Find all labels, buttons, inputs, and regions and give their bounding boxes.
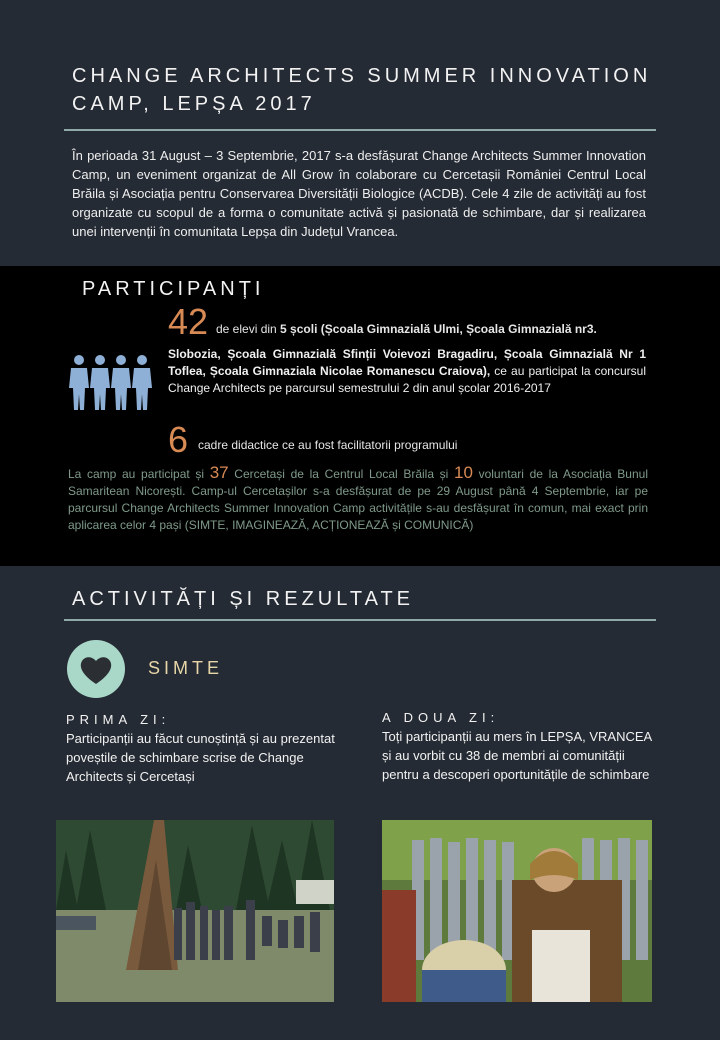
day1-label: PRIMA ZI:	[66, 712, 171, 727]
volunteers-count: 10	[454, 463, 473, 482]
schools-list: Slobozia, Școala Gimnazială Sfinții Voievozi Bragadiru, Școala Gimnazială Nr 1 Toflea, Școala Gimnaziala Nicolae Romanescu Craiova), ce au participat la concursul Change Architects pe parcursul semestrului 2 din anul școlar 2016-2017	[168, 347, 646, 395]
students-text: de elevi din 5 școli (Școala Gimnazială Ulmi, Școala Gimnazială nr3.	[216, 322, 597, 336]
page-title: CHANGE ARCHITECTS SUMMER INNOVATION CAMP, LEPȘA 2017	[72, 65, 652, 115]
teachers-text: cadre didactice ce au fost facilitatorii programului	[198, 438, 458, 452]
photo-villager	[382, 820, 652, 1002]
day1-text: Participanții au făcut cunoștință și au prezentat poveștile de schimbare scrise de Change Architects și Cercetași	[66, 731, 335, 784]
title-divider	[64, 129, 656, 131]
intro-paragraph: În perioada 31 August – 3 Septembrie, 2017 s-a desfășurat Change Architects Summer Innovation Camp, un eveniment organizat de All Grow în colaborare cu Cercetașii României Centrul Local Brăila și Asociația pentru Conservarea Diversității Biologice (ACDB). Cele 4 zile de activități au fost organizate cu scopul de a forma o comunitate activă și pasionată de schimbare, dar și realizarea unei intervenții în comunitata Lepșa din Județul Vrancea.	[72, 148, 646, 239]
scouts-count: 37	[209, 463, 229, 482]
activities-heading: ACTIVITĂȚI ȘI REZULTATE	[72, 588, 415, 610]
teachers-count: 6	[168, 419, 189, 460]
heart-icon	[67, 640, 125, 698]
students-count: 42	[168, 301, 209, 342]
step-simte-label: SIMTE	[148, 658, 224, 678]
camp-paragraph: La camp au participat și 37 Cercetași de la Centrul Local Brăila și 10 voluntari de la Asociația Bunul Samaritean Nicorești. Camp-ul Cercetașilor s-a desfășurat de pe 29 August până 4 Septembrie, iar pe parcursul Change Architects Summer Innovation Camp activitățile s-au desfășurat în comun, mai exact prin aplicarea celor 4 pași (SIMTE, IMAGINEAZĂ, ACȚIONEAZĂ și COMUNICĂ)	[68, 463, 648, 532]
participants-heading: PARTICIPANȚI	[82, 278, 265, 300]
people-icon	[68, 354, 154, 417]
activities-divider	[64, 619, 656, 621]
photo-campfire	[56, 820, 334, 1002]
day2-label: A DOUA ZI:	[382, 710, 500, 725]
day2-text: Toți participanții au mers în LEPȘA, VRANCEA și au vorbit cu 38 de membri ai comunității pentru a descoperi oportunitățile de schimbare	[382, 729, 652, 782]
